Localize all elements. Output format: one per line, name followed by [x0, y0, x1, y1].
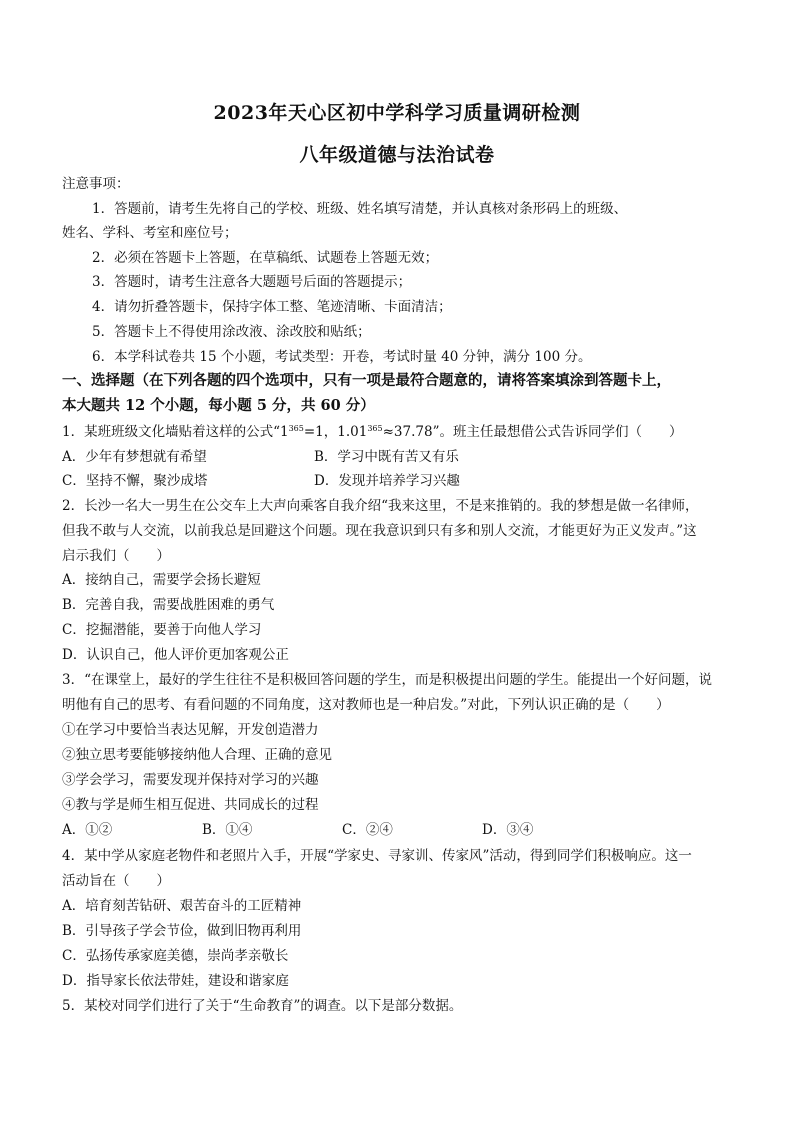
exam-subtitle: 八年级道德与法治试卷	[299, 144, 495, 166]
exam-title: 2023年天心区初中学科学习质量调研检测	[213, 102, 581, 124]
q4-option-c[interactable]: C．弘扬传承家庭美德，崇尚孝亲敬长	[62, 948, 289, 964]
question-2-stem-end: 启示我们（ ）	[62, 548, 170, 564]
note-6: 6．本学科试卷共 15 个小题，考试类型：开卷，考试时量 40 分钟，满分 100 分。	[92, 349, 592, 365]
notes-heading: 注意事项：	[62, 176, 130, 192]
note-5: 5．答题卡上不得使用涂改液、涂改胶和贴纸；	[92, 324, 371, 340]
q4-option-d[interactable]: D．指导家长依法带娃，建设和谐家庭	[62, 973, 289, 989]
note-1-cont: 姓名、学科、考室和座位号；	[62, 225, 238, 241]
q1-part-1: 1．某班班级文化墙贴着这样的公式“1	[62, 424, 289, 440]
question-4-stem: 4．某中学从家庭老物件和老照片入手，开展“学家史、寻家训、传家风”活动，得到同学们积极响应。这一	[62, 848, 692, 864]
q3-option-b[interactable]: B．①④	[202, 822, 253, 838]
q3-option-a[interactable]: A．①②	[62, 822, 113, 838]
question-2-stem-cont: 但我不敢与人交流，以前我总是回避这个问题。现在我意识到只有多和别人交流，才能更好为正义发声。”这	[62, 523, 697, 539]
q1-option-b[interactable]: B．学习中既有苦又有乐	[314, 449, 459, 465]
q2-option-d[interactable]: D．认识自己，他人评价更加客观公正	[62, 647, 289, 663]
note-4: 4．请勿折叠答题卡，保持字体工整、笔迹清晰、卡面清洁；	[92, 299, 452, 315]
q2-option-b[interactable]: B．完善自我，需要战胜困难的勇气	[62, 597, 275, 613]
question-1-stem	[62, 423, 683, 441]
q2-option-c[interactable]: C．挖掘潜能，要善于向他人学习	[62, 622, 262, 638]
note-3: 3．答题时，请考生注意各大题题号后面的答题提示；	[92, 274, 412, 290]
question-4-stem-cont: 活动旨在（ ）	[62, 873, 170, 889]
q1-part-3: ≈37.78”。班主任最想借公式告诉同学们（ ）	[382, 424, 683, 440]
note-2: 2．必须在答题卡上答题，在草稿纸、试题卷上答题无效；	[92, 250, 439, 266]
q1-exponent-2: 365	[367, 424, 383, 433]
q3-statement-1: ①在学习中要恰当表达见解，开发创造潜力	[62, 722, 319, 738]
q3-statement-4: ④教与学是师生相互促进、共同成长的过程	[62, 797, 319, 813]
note-1: 1．答题前，请考生先将自己的学校、班级、姓名填写清楚，并认真核对条形码上的班级、	[92, 201, 628, 217]
section-heading-cont: 本大题共 12 个小题，每小题 5 分，共 60 分）	[62, 397, 375, 414]
q4-option-b[interactable]: B．引导孩子学会节俭，做到旧物再利用	[62, 923, 302, 939]
q1-option-a[interactable]: A．少年有梦想就有希望	[62, 449, 207, 465]
q1-option-c[interactable]: C．坚持不懈，聚沙成塔	[62, 473, 208, 489]
section-heading: 一、选择题（在下列各题的四个选项中，只有一项是最符合题意的，请将答案填涂到答题卡上，	[62, 372, 671, 389]
q2-option-a[interactable]: A．接纳自己，需要学会扬长避短	[62, 572, 261, 588]
q4-option-a[interactable]: A．培育刻苦钻研、艰苦奋斗的工匠精神	[62, 898, 302, 914]
q3-option-d[interactable]: D．③④	[482, 822, 534, 838]
question-3-stem-cont: 明他有自己的思考、有看问题的不同角度，这对教师也是一种启发。”对此，下列认识正确的是（ ）	[62, 697, 670, 713]
q1-option-d[interactable]: D．发现并培养学习兴趣	[314, 473, 460, 489]
q3-statement-3: ③学会学习，需要发现并保持对学习的兴趣	[62, 772, 319, 788]
question-5-stem: 5．某校对同学们进行了关于“生命教育”的调查。以下是部分数据。	[62, 998, 463, 1014]
q1-exponent-1: 365	[288, 424, 304, 433]
q3-statement-2: ②独立思考要能够接纳他人合理、正确的意见	[62, 747, 332, 763]
q3-option-c[interactable]: C．②④	[342, 822, 393, 838]
question-2-stem: 2．长沙一名大一男生在公交车上大声向乘客自我介绍“我来这里，不是来推销的。我的梦想是做一名律师，	[62, 498, 699, 514]
q1-part-2: =1，1.01	[303, 424, 368, 440]
question-3-stem: 3．“在课堂上，最好的学生往往不是积极回答问题的学生，而是积极提出问题的学生。能提出一个好问题，说	[62, 672, 712, 688]
